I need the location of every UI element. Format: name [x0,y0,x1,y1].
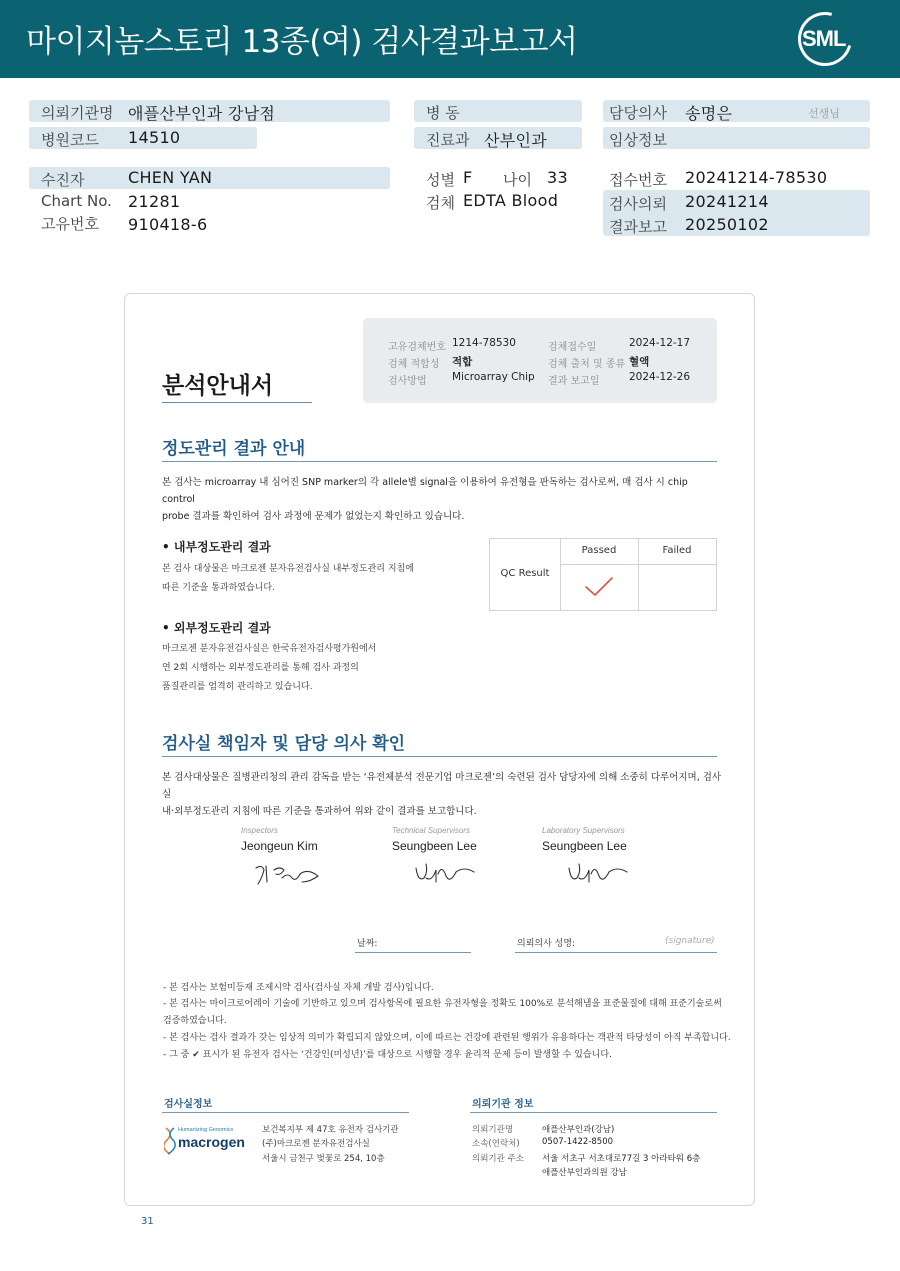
external-qc-line3: 품질관리를 엄격히 관리하고 있습니다. [162,682,313,692]
requester-contact-label: 소속(연락처) [472,1139,520,1149]
external-qc-line1: 마크로젠 분자유전검사실은 한국유전자검사평가원에서 [162,644,377,654]
internal-qc-title: • 내부정도관리 결과 [162,540,271,554]
hospital-code-value: 14510 [128,128,181,147]
confirm-section-underline [162,756,717,757]
requester-info-title: 의뢰기관 정보 [472,1099,534,1110]
internal-qc-para [162,560,442,598]
receipt-value: 20241214-78530 [685,168,828,187]
internal-qc-line2: 따른 기준을 통과하였습니다. [162,583,275,593]
macrogen-tagline: Humanizing Genomics [178,1127,234,1133]
requester-address-label: 의뢰기관 주소 [472,1154,524,1164]
signer-name-3: Seungbeen Lee [542,839,627,853]
sex-label: 성별 [426,171,455,189]
info-source-value: 혈액 [629,356,650,368]
macrogen-name: macrogen [178,1134,245,1150]
header-bar [0,0,900,78]
clinical-info-label: 임상정보 [609,131,667,149]
signer-name-2: Seungbeen Lee [392,839,477,853]
lab-info-title: 검사실정보 [164,1099,213,1110]
lab-info-line3: 서울시 금천구 벚꽃로 254, 10층 [262,1154,385,1164]
note-5: - 그 중 ✔ 표시가 된 유전자 검사는 ‘건강인(미성년)’를 대상으로 시행할 경우 윤리적 문제 등이 발생할 수 있습니다. [163,1050,612,1060]
logo-text: SML [802,26,846,51]
qc-row-label: QC Result [500,568,550,579]
department-label: 진료과 [426,131,470,149]
confirm-para-line2: 내·외부정도관리 지침에 따른 기준을 통과하여 위와 같이 결과를 보고합니다. [162,806,477,817]
signer-role-3: Laboratory Supervisors [542,826,625,835]
confirm-section-para [162,769,722,820]
info-report-label: 결과 보고일 [548,376,600,387]
info-source-label: 검체 출처 및 종류 [548,359,626,370]
specimen-label: 검체 [426,194,455,212]
ward-label: 병 동 [426,104,460,122]
page-number: 31 [141,1216,154,1227]
receipt-label: 접수번호 [609,171,667,189]
patient-name-label: 수진자 [41,171,85,189]
hospital-code-label: 병원코드 [41,131,99,149]
signer-name-1: Jeongeun Kim [241,839,318,853]
requester-name-value: 애플산부인과(강남) [542,1125,615,1135]
date-field-line [355,952,471,953]
doctor-sign-line [515,952,717,953]
qc-section-para [162,474,722,525]
internal-qc-line1: 본 검사 대상물은 마크로젠 분자유전검사실 내부정도관리 지침에 [162,564,414,574]
institution-label: 의뢰기관명 [41,104,114,122]
requester-name-label: 의뢰기관명 [472,1125,514,1135]
page-title: 마이지놈스토리 13종(여) 검사결과보고서 [26,24,578,60]
info-method-label: 검사방법 [388,376,427,387]
doctor-sign-label: 의뢰의사 성명: [517,939,576,949]
sml-logo [798,12,854,66]
chart-no-value: 21281 [128,192,181,211]
report-title: 분석안내서 [162,373,274,399]
signature-placeholder: (signature) [665,936,715,946]
specimen-info-box [363,318,717,403]
report-date-label: 결과보고 [609,218,667,236]
info-id-value: 1214-78530 [452,337,516,349]
external-qc-para [162,640,442,697]
sex-value: F [463,168,473,187]
info-report-value: 2024-12-26 [629,371,691,383]
qc-result-table [489,538,717,611]
signature-lee-icon [412,858,478,888]
info-received-label: 검체접수일 [548,342,597,353]
unique-id-label: 고유번호 [41,215,99,233]
qc-col-failed: Failed [662,545,692,556]
signer-role-1: Inspectors [241,826,278,835]
department-value: 산부인과 [484,131,548,150]
signer-role-2: Technical Supervisors [392,826,470,835]
info-id-label: 고유검체번호 [388,342,446,353]
signature-kim-icon [252,860,324,888]
info-suitability-value: 적합 [452,356,473,368]
requester-info-underline [470,1112,717,1113]
note-3: 검증하였습니다. [163,1016,227,1026]
dna-icon [164,1126,176,1156]
specimen-value: EDTA Blood [463,191,559,210]
requester-contact-value: 0507-1422-8500 [542,1137,614,1147]
report-title-underline [162,402,312,403]
check-icon [584,576,614,598]
unique-id-value: 910418-6 [128,215,208,234]
report-date-value: 20250102 [685,215,769,234]
qc-section-underline [162,461,717,462]
request-label: 검사의뢰 [609,195,667,213]
requester-address-value: 서울 서초구 서초대로77길 3 아라타워 6층 [542,1154,701,1164]
age-label: 나이 [503,171,532,189]
doctor-suffix: 선생님 [808,107,840,120]
info-received-value: 2024-12-17 [629,337,691,349]
note-4: - 본 검사는 검사 결과가 갖는 임상적 의미가 확립되지 않았으며, 이에 따르는 건강에 관련된 행위가 유용하다는 객관적 타당성이 아직 부족합니다. [163,1033,731,1043]
patient-name-value: CHEN YAN [128,168,213,187]
institution-value: 애플산부인과 강남점 [128,104,276,123]
lab-info-underline [162,1112,409,1113]
lab-info-line2: (주)마크로젠 분자유전검사실 [262,1139,370,1149]
doctor-value: 송명은 [685,104,733,123]
qc-col-passed: Passed [581,545,617,556]
signature-lee-2-icon [565,858,631,888]
note-1: - 본 검사는 보험미등재 조제시약 검사(검사실 자체 개발 검사)입니다. [163,983,434,993]
age-value: 33 [547,168,568,187]
chart-no-label: Chart No. [41,192,112,210]
external-qc-line2: 연 2회 시행하는 외부정도관리를 통해 검사 과정의 [162,663,359,673]
note-2: - 본 검사는 마이크로어레이 기술에 기반하고 있으며 검사항목에 필요한 유전자형을 정확도 100%로 분석해냄을 표준물질에 대해 표준기술로써 [163,999,722,1009]
qc-section-title: 정도관리 결과 안내 [162,439,306,459]
doctor-label: 담당의사 [609,104,667,122]
request-value: 20241214 [685,192,769,211]
date-label: 날짜: [357,939,378,949]
confirm-section-title: 검사실 책임자 및 담당 의사 확인 [162,734,406,754]
info-method-value: Microarray Chip [452,371,535,383]
external-qc-title: • 외부정도관리 결과 [162,621,271,635]
confirm-para-line1: 본 검사대상물은 질병관리청의 관리 감독을 받는 ‘유전체분석 전문기업 마크로젠’의 숙련된 검사 담당자에 의해 소중히 다루어지며, 검사실 [162,772,722,800]
info-suitability-label: 검체 적합성 [388,359,440,370]
macrogen-logo [164,1124,250,1158]
qc-para-line1: 본 검사는 microarray 내 심어진 SNP marker의 각 allele별 signal을 이용하여 유전형을 판독하는 검사로써, 매 검사 시 chip control [162,477,688,505]
lab-info-line1: 보건복지부 제 47호 유전자 검사기관 [262,1125,399,1135]
qc-para-line2: probe 결과를 확인하여 검사 과정에 문제가 없었는지 확인하고 있습니다. [162,511,465,522]
requester-address-value2: 애플산부인과의원 강남 [542,1168,627,1178]
